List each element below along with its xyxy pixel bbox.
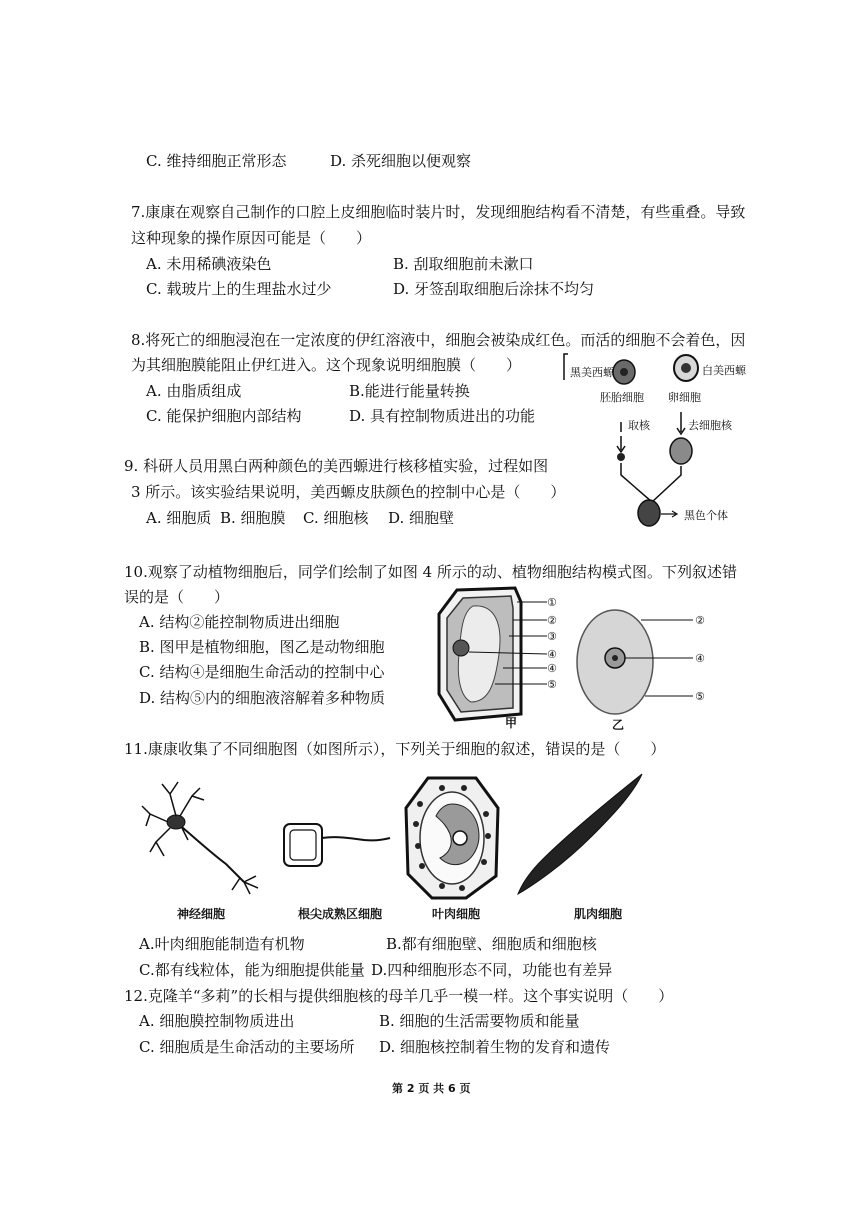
white-salamander-label: 白美西螈 xyxy=(702,364,746,377)
q11-option-b: B.都有细胞壁、细胞质和细胞核 xyxy=(386,935,597,953)
q8-option-a: A. 由脂质组成 xyxy=(146,382,242,400)
q8-option-c: C. 能保护细胞内部结构 xyxy=(146,407,302,425)
q7-option-b: B. 刮取细胞前未漱口 xyxy=(393,255,534,273)
q12-option-c: C. 细胞质是生命活动的主要场所 xyxy=(139,1038,355,1056)
plant-nucleus xyxy=(453,640,469,656)
plant-label-3: ③ xyxy=(547,630,557,643)
plant-label-4a: ④ xyxy=(547,648,557,661)
bracket-icon xyxy=(564,354,568,380)
q9-option-a: A. 细胞质 xyxy=(146,509,212,527)
q12-option-d: D. 细胞核控制着生物的发育和遗传 xyxy=(379,1038,611,1056)
animal-label-2: ② xyxy=(695,614,705,627)
nucleus-dot xyxy=(617,453,625,461)
arrow-right-icon xyxy=(661,511,677,517)
q7-option-d: D. 牙签刮取细胞后涂抹不均匀 xyxy=(393,280,595,298)
q11-option-d: D.四种细胞形态不同，功能也有差异 xyxy=(371,961,613,979)
q8-option-b: B.能进行能量转换 xyxy=(349,382,470,400)
q12-stem: 12.克隆羊“多莉”的长相与提供细胞核的母羊几乎一模一样。这个事实说明（ ） xyxy=(124,987,674,1005)
egg-cell-label: 卵细胞 xyxy=(668,391,701,404)
animal-caption: 乙 xyxy=(612,718,625,732)
q10-plant-cell xyxy=(433,584,565,730)
arrow-down-icon xyxy=(617,436,625,452)
animal-label-5: ⑤ xyxy=(695,690,705,703)
enucleated-egg xyxy=(670,438,692,464)
q11-option-c: C.都有线粒体，能为细胞提供能量 xyxy=(139,961,365,979)
q7-stem-line2: 这种现象的操作原因可能是（ ） xyxy=(131,229,372,247)
q10-animal-cell xyxy=(575,604,705,724)
q6-option-c: C. 维持细胞正常形态 xyxy=(146,152,287,170)
plant-caption: 甲 xyxy=(505,716,518,730)
q12-option-b: B. 细胞的生活需要物质和能量 xyxy=(379,1012,580,1030)
remove-nucleus-label: 去细胞核 xyxy=(688,419,732,432)
result-individual xyxy=(638,500,660,526)
q6-option-d: D. 杀死细胞以便观察 xyxy=(330,152,472,170)
animal-label-4: ④ xyxy=(695,652,705,665)
plant-label-5: ⑤ xyxy=(547,678,557,691)
caption-muscle: 肌肉细胞 xyxy=(574,907,623,921)
q8-stem-line2: 为其细胞膜能阻止伊红进入。这个现象说明细胞膜（ ） xyxy=(131,356,522,374)
muscle-cell-figure xyxy=(512,770,646,898)
arrow-down-icon xyxy=(677,412,685,434)
mesophyll-cell-figure xyxy=(402,774,502,902)
caption-mesophyll: 叶肉细胞 xyxy=(432,907,481,921)
embryo-cell-label: 胚胎细胞 xyxy=(600,391,644,404)
caption-root-hair: 根尖成熟区细胞 xyxy=(298,907,383,921)
q10-stem-line1: 10.观察了动植物细胞后，同学们绘制了如图 4 所示的动、植物细胞结构模式图。下列叙述错 xyxy=(124,563,737,581)
q11-option-a: A.叶肉细胞能制造有机物 xyxy=(139,935,305,953)
q10-option-b: B. 图甲是植物细胞，图乙是动物细胞 xyxy=(139,638,385,656)
q10-stem-line2: 误的是（ ） xyxy=(124,588,230,606)
q9-stem-line1: 9. 科研人员用黑白两种颜色的美西螈进行核移植实验，过程如图 xyxy=(124,457,549,475)
q10-option-c: C. 结构④是细胞生命活动的控制中心 xyxy=(139,663,385,681)
page-number: 第 2 页 共 6 页 xyxy=(392,1082,471,1095)
q9-stem-line2: 3 所示。该实验结果说明，美西螈皮肤颜色的控制中心是（ ） xyxy=(131,483,566,501)
q7-stem-line1: 7.康康在观察自己制作的口腔上皮细胞临时装片时，发现细胞结构看不清楚，有些重叠。导致 xyxy=(131,203,746,221)
result-label: 黑色个体 xyxy=(684,509,728,522)
q7-option-c: C. 载玻片上的生理盐水过少 xyxy=(146,280,332,298)
q12-option-a: A. 细胞膜控制物质进出 xyxy=(139,1012,295,1030)
root-hair-cell-figure xyxy=(280,818,392,872)
q10-option-d: D. 结构⑤内的细胞液溶解着多种物质 xyxy=(139,689,386,707)
q9-option-d: D. 细胞壁 xyxy=(388,509,455,527)
q8-option-d: D. 具有控制物质进出的功能 xyxy=(349,407,536,425)
plant-label-2: ② xyxy=(547,614,557,627)
q11-stem: 11.康康收集了不同细胞图（如图所示），下列关于细胞的叙述，错误的是（ ） xyxy=(124,740,666,758)
black-salamander-label: 黑美西螈 xyxy=(570,366,614,379)
caption-neuron: 神经细胞 xyxy=(177,907,226,921)
q10-option-a: A. 结构②能控制物质进出细胞 xyxy=(139,613,340,631)
q8-stem-line1: 8.将死亡的细胞浸泡在一定浓度的伊红溶液中，细胞会被染成红色。而活的细胞不会着色，因 xyxy=(131,331,746,349)
plant-label-1: ① xyxy=(547,596,557,609)
take-nucleus-label: 取核 xyxy=(628,419,650,432)
q9-option-b: B. 细胞膜 xyxy=(220,509,286,527)
neuron-figure xyxy=(140,778,260,896)
q7-option-a: A. 未用稀碘液染色 xyxy=(146,255,272,273)
q9-option-c: C. 细胞核 xyxy=(303,509,369,527)
plant-label-4b: ④ xyxy=(547,662,557,675)
